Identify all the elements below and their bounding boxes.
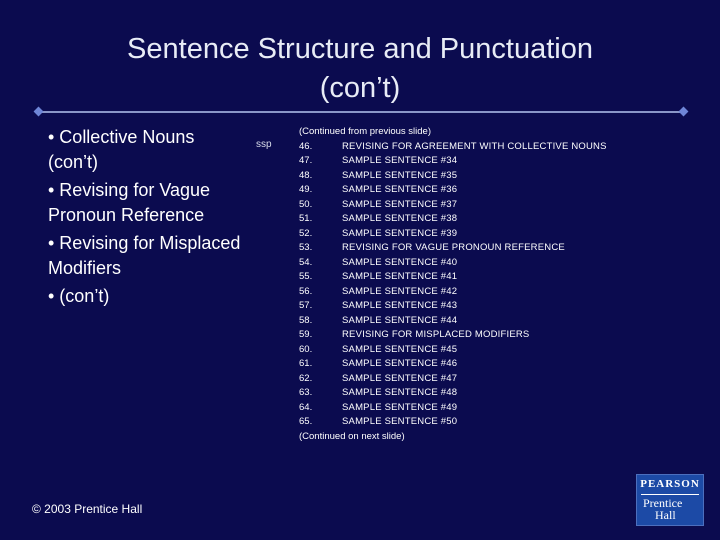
notes-row: [299, 227, 607, 242]
logo-divider: [641, 494, 699, 495]
notes-row: [299, 140, 607, 155]
notes-row-text: SAMPLE SENTENCE #37: [342, 198, 458, 210]
notes-row-text: SAMPLE SENTENCE #40: [342, 256, 458, 268]
notes-row: [299, 357, 607, 372]
notes-row-text: SAMPLE SENTENCE #35: [342, 169, 458, 181]
notes-footer: (Continued on next slide): [299, 430, 405, 442]
pearson-logo: [636, 474, 704, 526]
notes-row-text: SAMPLE SENTENCE #34: [342, 155, 458, 166]
notes-row-number: 63.: [299, 387, 313, 398]
notes-row-text: SAMPLE SENTENCE #48: [342, 387, 458, 398]
notes-row: [299, 415, 607, 430]
title-divider: [38, 111, 684, 113]
notes-row-text: SAMPLE SENTENCE #43: [342, 300, 458, 311]
notes-row-text: SAMPLE SENTENCE #49: [342, 401, 458, 413]
bullet-item: • Revising for Vague Pronoun Reference: [48, 180, 211, 225]
notes-row: [299, 183, 607, 198]
notes-row-number: 55.: [299, 271, 313, 282]
slide-title-line-1: Sentence Structure and Punctuation: [127, 33, 593, 65]
notes-row-number: 56.: [299, 285, 313, 297]
notes-list: [299, 125, 607, 444]
ssp-label: ssp: [256, 139, 272, 150]
logo-subtitle-line-1: Prentice: [643, 496, 683, 510]
notes-row: [299, 270, 607, 285]
notes-row-text: SAMPLE SENTENCE #46: [342, 358, 458, 369]
notes-row: [299, 285, 607, 300]
notes-row: [299, 372, 607, 387]
notes-row-number: 62.: [299, 372, 313, 384]
bullet-item: • Revising for Misplaced Modifiers: [48, 233, 241, 278]
logo-brand: PEARSON: [640, 478, 700, 490]
notes-row-text: SAMPLE SENTENCE #42: [342, 285, 458, 297]
notes-row-number: 49.: [299, 184, 313, 195]
notes-row-number: 64.: [299, 401, 313, 413]
notes-row-number: 50.: [299, 198, 313, 210]
logo-subtitle: [643, 497, 699, 521]
notes-row-text: SAMPLE SENTENCE #38: [342, 213, 458, 224]
notes-row-number: 61.: [299, 358, 313, 369]
notes-row-number: 54.: [299, 256, 313, 268]
notes-row: [299, 169, 607, 184]
slide-title: [0, 30, 720, 108]
notes-row-text: REVISING FOR AGREEMENT WITH COLLECTIVE NOUNS: [342, 140, 607, 152]
notes-row: [299, 256, 607, 271]
divider-left-diamond: [34, 107, 44, 117]
notes-row: [299, 386, 607, 401]
notes-row-number: 47.: [299, 155, 313, 166]
notes-row: [299, 212, 607, 227]
logo-subtitle-line-2: Hall: [655, 508, 676, 522]
notes-row: [299, 198, 607, 213]
notes-row-text: SAMPLE SENTENCE #36: [342, 184, 458, 195]
notes-row-text: SAMPLE SENTENCE #47: [342, 372, 458, 384]
notes-row: [299, 343, 607, 358]
notes-row-number: 57.: [299, 300, 313, 311]
bullet-item: • (con’t): [48, 286, 110, 306]
notes-row-text: REVISING FOR MISPLACED MODIFIERS: [342, 329, 530, 340]
notes-row-number: 52.: [299, 227, 313, 239]
notes-row: [299, 154, 607, 169]
notes-row-text: SAMPLE SENTENCE #45: [342, 343, 458, 355]
notes-row: [299, 299, 607, 314]
notes-row-number: 65.: [299, 416, 313, 427]
notes-row-number: 60.: [299, 343, 313, 355]
notes-row-number: 58.: [299, 314, 313, 326]
notes-row: [299, 241, 607, 256]
notes-row-text: SAMPLE SENTENCE #39: [342, 227, 458, 239]
notes-row-text: SAMPLE SENTENCE #41: [342, 271, 458, 282]
divider-right-diamond: [679, 107, 689, 117]
notes-row-text: SAMPLE SENTENCE #44: [342, 314, 458, 326]
notes-row-number: 53.: [299, 242, 313, 253]
notes-row-number: 46.: [299, 140, 313, 152]
notes-row-text: SAMPLE SENTENCE #50: [342, 416, 458, 427]
notes-row-number: 59.: [299, 329, 313, 340]
bullet-list: [48, 125, 248, 309]
notes-row-number: 48.: [299, 169, 313, 181]
notes-row-number: 51.: [299, 213, 313, 224]
notes-row: [299, 328, 607, 343]
copyright-text: © 2003 Prentice Hall: [32, 502, 143, 516]
notes-rows: [299, 140, 607, 430]
notes-row: [299, 401, 607, 416]
notes-row-text: REVISING FOR VAGUE PRONOUN REFERENCE: [342, 242, 565, 253]
notes-header: (Continued from previous slide): [299, 126, 432, 137]
slide-title-line-2: (con’t): [319, 72, 401, 104]
notes-row: [299, 314, 607, 329]
bullet-item: • Collective Nouns (con’t): [48, 127, 195, 172]
